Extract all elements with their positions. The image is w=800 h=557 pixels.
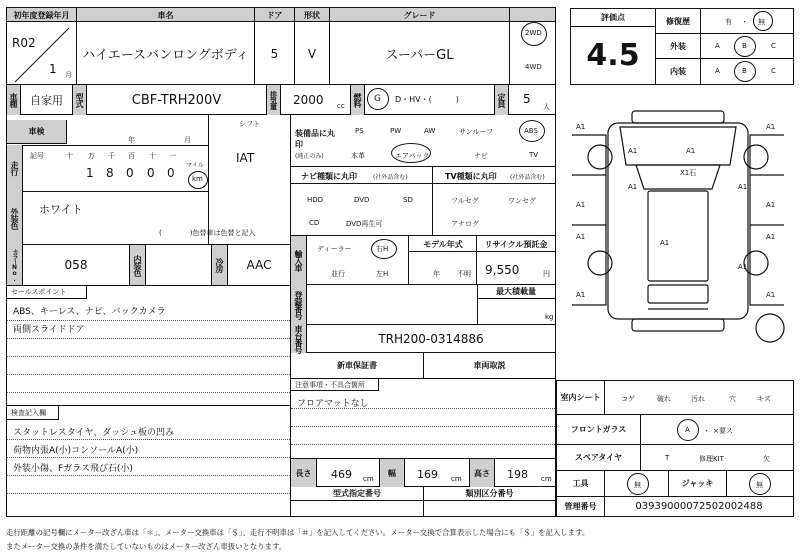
inspection-year: 年 <box>128 136 135 144</box>
repair-yes: 有 <box>725 18 732 26</box>
door-label: ドア <box>255 8 295 22</box>
seat-tear: 破れ <box>657 395 671 403</box>
navi-body <box>291 184 433 236</box>
month-unit: 月 <box>65 71 72 79</box>
repair-no: 無 <box>758 18 765 26</box>
handle-left: 左H <box>376 270 389 278</box>
mileage-label: 走行 <box>7 145 23 191</box>
seat-hole: 穴 <box>729 395 736 403</box>
equip-leather: 本革 <box>351 152 365 160</box>
mark-11: A1 <box>766 291 776 299</box>
equip-aw: AW <box>424 127 436 135</box>
tv-fullseg: フルセグ <box>451 197 479 205</box>
glass-mark: X1石 <box>680 169 697 177</box>
navi-hdd: HDD <box>307 196 324 204</box>
tv-analog: アナログ <box>451 220 479 228</box>
tv-body <box>433 184 555 236</box>
digit-5: 0 <box>167 166 175 180</box>
fuel-label: 燃料 <box>351 85 365 115</box>
seat-cell <box>605 381 793 415</box>
width-value: 169 <box>417 468 438 481</box>
sales-label: セールスポイント <box>7 285 87 299</box>
equip-airbag: エアバック <box>395 152 430 160</box>
interior-b: B <box>742 67 747 75</box>
drive-cell <box>510 8 555 85</box>
windshield-label: フロントガラス <box>557 415 641 445</box>
usage-value: 自家用 <box>21 85 73 115</box>
drive-4wd: 4WD <box>525 63 542 71</box>
spare-kit: 修理KIT <box>699 455 724 463</box>
recycle-value: 9,550 <box>485 263 520 277</box>
navi-header <box>291 167 433 184</box>
jack-value: 無 <box>756 481 763 489</box>
mark-10: A1 <box>576 291 586 299</box>
recycle-label: リサイクル預託金 <box>477 236 555 252</box>
digit-4: 0 <box>147 166 155 180</box>
caution-rule-2 <box>291 426 555 427</box>
mark-1: A1 <box>686 147 696 155</box>
sales-rule-5 <box>7 392 290 393</box>
chassis-value: TRH200-0314886 <box>307 325 555 353</box>
tools-value: 無 <box>634 481 641 489</box>
mark-3: A1 <box>738 183 748 191</box>
control-value: 03939000072502002488 <box>635 501 763 512</box>
model-value: CBF-TRH200V <box>87 85 267 115</box>
width-unit: cm <box>451 475 462 483</box>
navi-label: ナビ種類に丸印 <box>301 172 357 181</box>
seat-burn: コゲ <box>621 395 635 403</box>
import-label: 輸入車 <box>291 236 307 285</box>
width-label: 幅 <box>379 459 405 487</box>
recycle-cell <box>477 236 555 285</box>
cc-unit: cc <box>337 102 345 110</box>
inspection-month: 月 <box>184 136 191 144</box>
digit-1: 1 <box>86 166 94 180</box>
exterior-label: 外装 <box>656 34 701 59</box>
mark-5: A1 <box>766 123 776 131</box>
spare-tire: T <box>665 454 670 462</box>
digit-label-3: 千 <box>108 152 115 160</box>
inspector-line-2: 荷物内張A(小)コンソールA(小) <box>13 446 139 456</box>
shift-cell <box>209 115 291 191</box>
caution-cell <box>291 379 555 459</box>
tv-header <box>433 167 555 184</box>
front-hood <box>620 127 736 165</box>
length-label: 長さ <box>291 459 317 487</box>
footer-line-2: またメーター交換の条件を満たしていないものはメーター改ざん車扱いとなります。 <box>6 542 287 551</box>
equipment-sub: (純正のみ) <box>295 153 324 160</box>
color-label: 外装色 <box>7 191 23 245</box>
sales-rule-1 <box>7 320 290 321</box>
type-number-label: 型式指定番号 <box>291 487 424 501</box>
door-value: 5 <box>255 22 295 85</box>
windshield-replace: ×要ス <box>713 427 733 435</box>
color-value: ホワイト <box>39 203 83 216</box>
mark-4: A1 <box>576 123 586 131</box>
import-dealer: ディーラー <box>317 245 352 253</box>
displacement-label: 排気量 <box>267 85 281 115</box>
displacement-value: 2000 <box>293 93 324 107</box>
inspector-line-3: 外装小傷、Fガラス飛び石(小) <box>13 464 133 474</box>
interior-color-value <box>146 245 212 285</box>
dims-row <box>291 459 555 487</box>
length-unit: cm <box>363 475 374 483</box>
repair-label: 修復歴 <box>656 9 701 34</box>
inspector-rule-4 <box>7 493 290 494</box>
tools-cell <box>605 471 669 497</box>
navi-dvd: DVD <box>354 196 370 204</box>
ac-value: AAC <box>228 245 291 285</box>
person-unit: 人 <box>543 103 550 111</box>
handle-right: 右H <box>376 245 389 253</box>
windshield-dot: ・ <box>703 427 710 435</box>
windshield-cell <box>641 415 793 445</box>
navi-sd: SD <box>403 196 413 204</box>
shape-value: V <box>295 22 330 85</box>
equipment-cell <box>291 115 555 167</box>
digit-label-2: 万 <box>88 152 95 160</box>
exterior-b: B <box>742 42 747 50</box>
fuel-rest: D・HV・( ) <box>395 95 459 104</box>
sales-cell <box>7 285 291 405</box>
inspection-divider <box>7 145 209 146</box>
rear-window <box>648 285 708 303</box>
capacity-label: 定員 <box>495 85 509 115</box>
sales-line-2: 両側スライドドア <box>13 325 85 335</box>
month-value: 1 <box>49 62 57 76</box>
control-label: 管理番号 <box>557 497 605 516</box>
digit-label-6: 一 <box>169 152 176 160</box>
length-value: 469 <box>331 468 352 481</box>
inspector-label: 検査記入欄 <box>7 406 59 420</box>
equip-pw: PW <box>390 127 402 135</box>
windshield <box>636 165 720 189</box>
color-cell <box>23 191 291 245</box>
interior-cell <box>701 59 793 84</box>
category-number-label: 類別区分番号 <box>424 487 555 501</box>
exterior-cell <box>701 34 793 59</box>
era-value: R02 <box>12 36 36 50</box>
load-divider-v <box>477 285 478 325</box>
car-diagram <box>562 105 794 365</box>
inspector-rule-1 <box>7 439 290 440</box>
color-no-value: 058 <box>23 245 130 285</box>
color-note: ( )色替車は色替と記入 <box>159 229 256 237</box>
seat-label: 室内シート <box>557 381 605 415</box>
caution-rule-3 <box>291 444 555 445</box>
digit-label-4: 百 <box>128 152 135 160</box>
inspection-label: 車検 <box>7 120 67 144</box>
mark-9: A1 <box>766 233 776 241</box>
displacement-cell <box>281 85 351 115</box>
model-label: 型式 <box>73 85 87 115</box>
import-parallel: 並行 <box>331 270 345 278</box>
caution-rule-1 <box>291 408 555 409</box>
score-value: 4.5 <box>571 27 656 84</box>
equip-navi: ナビ <box>474 152 488 160</box>
load-unit: kg <box>545 313 554 321</box>
sales-line-1: ABS、キーレス、ナビ、バックカメラ <box>13 307 166 317</box>
equipment-label: 装備品に丸印 <box>295 129 335 149</box>
grade-value: スーパーGL <box>330 22 510 85</box>
sales-rule-3 <box>7 356 290 357</box>
digit-3: 0 <box>126 166 134 180</box>
inspector-rule-2 <box>7 457 290 458</box>
color-no-label: カラーNo. <box>7 245 23 285</box>
model-year-unknown: 不明 <box>457 270 471 278</box>
seat-dirt: 汚れ <box>691 395 705 403</box>
ac-label: 冷房 <box>212 245 228 285</box>
footer-line-1: 走行距離の記号欄にメーター改ざん車は「＊」、メーター交換車は「＄」、走行不明車は「＃」を記入してください。メーター交換で合算表示した場合にも「＄」を記入します。 <box>6 528 590 537</box>
windshield-ok: A <box>685 426 690 434</box>
height-value: 198 <box>507 468 528 481</box>
import-cell <box>307 236 409 285</box>
shift-label: シフト <box>239 120 260 128</box>
mark-13: A1 <box>660 239 670 247</box>
caution-label: 注意事項・不具合箇所 <box>291 379 379 391</box>
sales-rule-2 <box>7 338 290 339</box>
repair-dot: ・ <box>741 18 748 26</box>
equip-ps: PS <box>355 127 364 135</box>
type-number-value <box>291 501 424 517</box>
warranty-doc: 新車保証書 <box>291 353 424 379</box>
year-cell <box>7 22 77 85</box>
tv-oneseg: ワンセグ <box>508 197 536 205</box>
height-unit: cm <box>541 475 552 483</box>
mark-8: A1 <box>576 233 586 241</box>
caution-text: フロアマットなし <box>297 399 369 409</box>
rear-bumper <box>632 319 724 331</box>
equip-abs: ABS <box>524 127 538 135</box>
fuel-g: G <box>374 94 381 104</box>
mileage-mile-label: マイル <box>186 162 204 169</box>
mark-6: A1 <box>576 201 586 209</box>
spare-none: 欠 <box>763 455 770 463</box>
inspector-line-1: スタットレスタイヤ、ダッシュ板の凹み <box>13 428 175 438</box>
name-label: 車名 <box>77 8 255 22</box>
model-year-unit: 年 <box>433 270 440 278</box>
mark-7: A1 <box>766 201 776 209</box>
spare-cell <box>641 445 793 471</box>
digit-2: 8 <box>106 166 114 180</box>
digit-label-1: 十 <box>66 152 73 160</box>
jack-cell <box>727 471 793 497</box>
digit-label-5: 十 <box>149 152 156 160</box>
equip-tv: TV <box>529 151 539 159</box>
fuel-cell <box>365 85 495 115</box>
tv-label: TV種類に丸印 <box>445 172 497 181</box>
height-label: 高さ <box>469 459 495 487</box>
navi-cd: CD <box>309 219 320 227</box>
model-year-cell <box>409 236 477 285</box>
digit-label-0: 記号 <box>30 152 44 160</box>
sales-rule-4 <box>7 374 290 375</box>
spare-label: スペアタイヤ <box>557 445 641 471</box>
year-label: 初年度登録年月 <box>7 8 77 22</box>
shape-label: 形状 <box>295 8 330 22</box>
model-year-label: モデル年式 <box>409 236 477 252</box>
interior-label: 内装 <box>656 59 701 84</box>
tv-sub: (社外品含む) <box>510 174 545 181</box>
repair-cell <box>701 9 793 34</box>
vehicle-name: ハイエースバンロングボディ <box>77 22 255 85</box>
jack-label: ジャッキ <box>669 471 727 497</box>
shift-value: IAT <box>236 151 255 165</box>
chassis-label: 車台番号 <box>291 325 307 353</box>
capacity-value: 5 <box>523 92 531 106</box>
mark-0: A1 <box>628 147 638 155</box>
roof <box>648 191 708 281</box>
drive-2wd: 2WD <box>525 29 542 37</box>
front-bumper <box>632 111 724 123</box>
inspector-rule-3 <box>7 475 290 476</box>
equip-sunroof: サンルーフ <box>459 128 494 136</box>
mark-2: A1 <box>628 183 638 191</box>
registration-label: 登録番号 <box>291 285 307 325</box>
interior-a: A <box>715 67 720 75</box>
usage-label: 車種 <box>7 85 21 115</box>
spare-wheel <box>756 314 784 342</box>
grade-label: グレード <box>330 8 510 22</box>
recycle-unit: 円 <box>543 270 550 278</box>
seat-scratch: キズ <box>757 395 771 403</box>
km-unit: km <box>192 175 203 183</box>
interior-c: C <box>771 67 776 75</box>
tools-label: 工具 <box>557 471 605 497</box>
capacity-cell <box>509 85 555 115</box>
score-label: 評価点 <box>571 9 656 27</box>
load-label: 最大積載量 <box>477 285 555 299</box>
inspector-cell <box>7 405 291 517</box>
mark-12: A1 <box>738 263 748 271</box>
exterior-a: A <box>715 42 720 50</box>
navi-dvd-play: DVD再生可 <box>346 220 383 228</box>
manual-doc: 車両取説 <box>424 353 555 379</box>
exterior-c: C <box>771 42 776 50</box>
navi-sub: (社外品含む) <box>373 174 408 181</box>
interior-color-label: 内装色 <box>130 245 146 285</box>
